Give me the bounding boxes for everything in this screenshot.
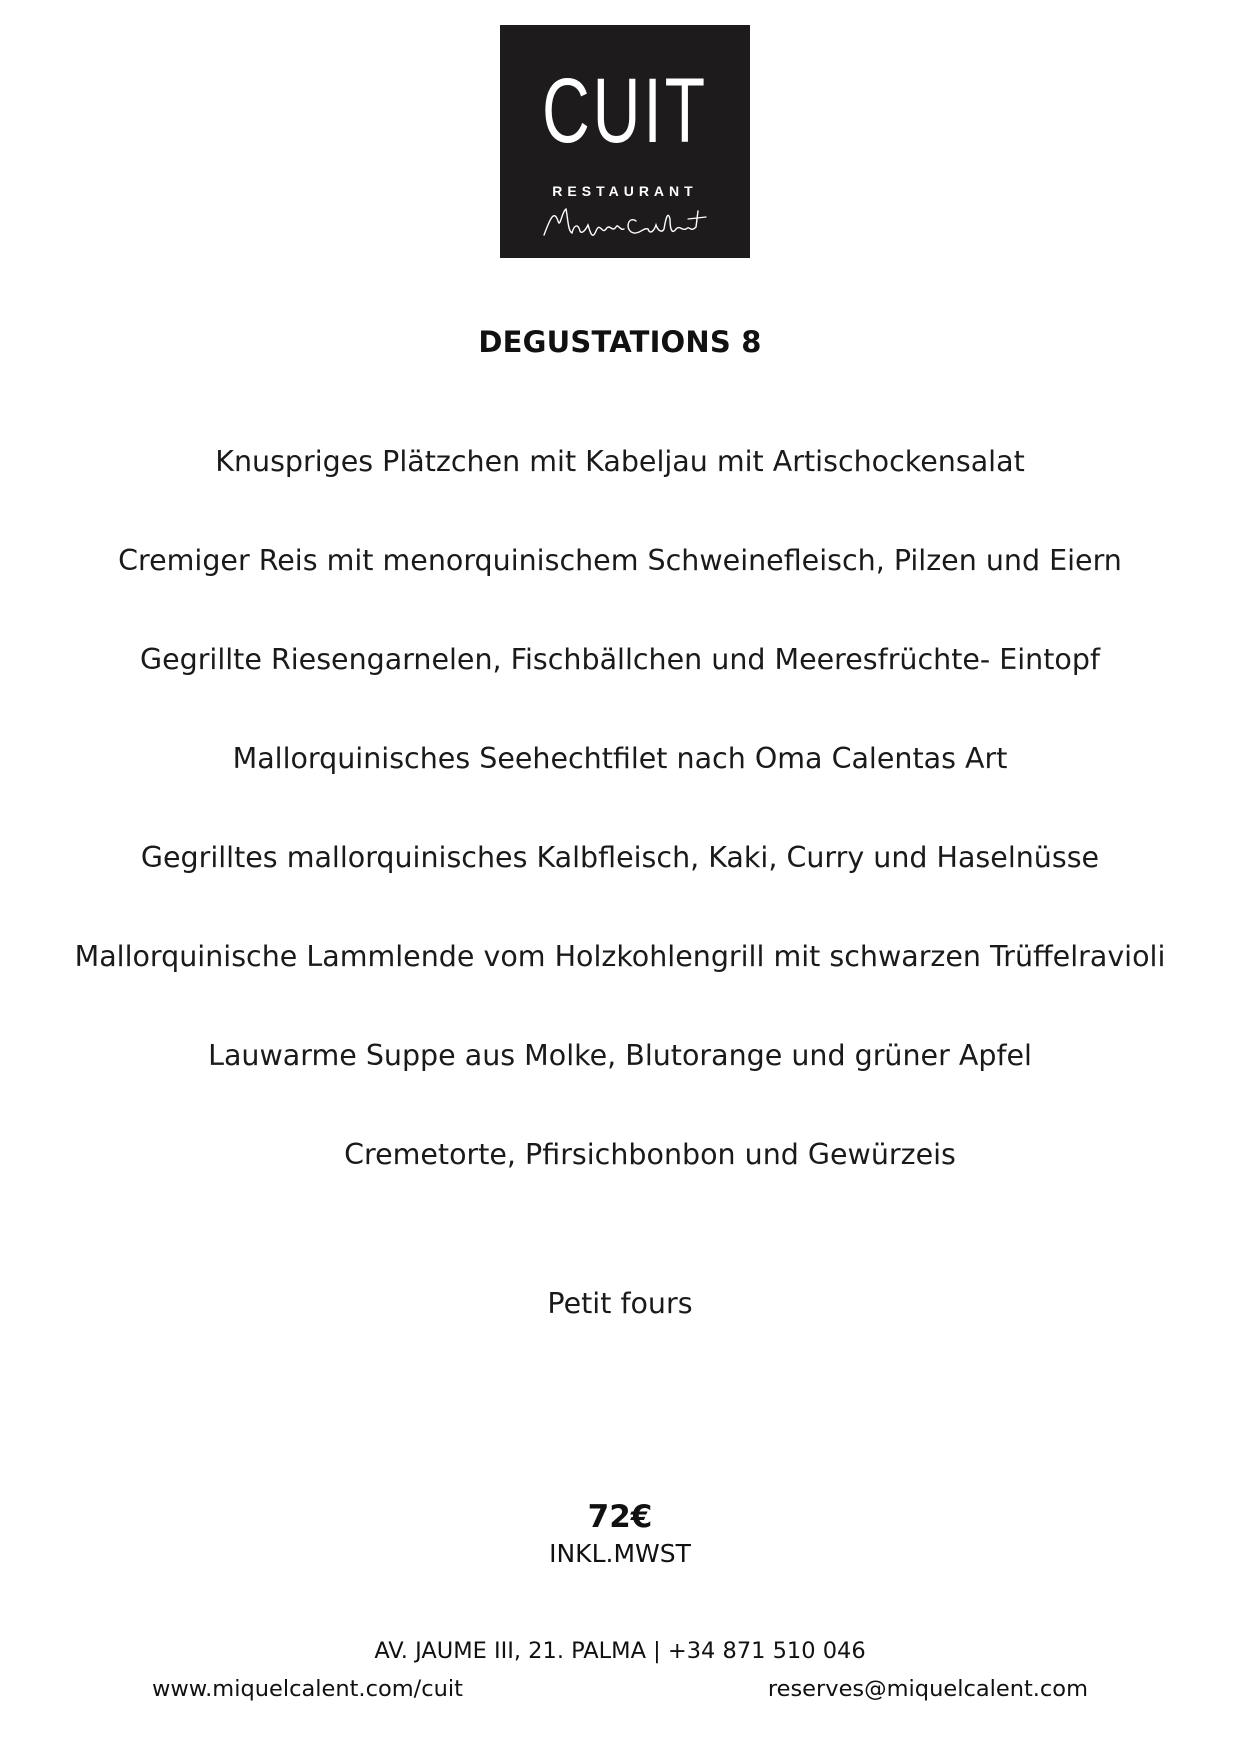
- course-1: Knuspriges Plätzchen mit Kabeljau mit Artischockensalat: [215, 445, 1025, 478]
- logo-subtitle: RESTAURANT: [552, 183, 698, 199]
- course-7: Lauwarme Suppe aus Molke, Blutorange und grüner Apfel: [208, 1039, 1032, 1072]
- course-4: Mallorquinisches Seehechtfilet nach Oma Calentas Art: [232, 742, 1008, 775]
- course-5: Gegrilltes mallorquinisches Kalbfleisch, Kaki, Curry und Haselnüsse: [140, 841, 1100, 874]
- menu-title: DEGUSTATIONS 8: [478, 325, 762, 359]
- menu-price: 72€: [587, 1499, 653, 1535]
- website-link[interactable]: www.miquelcalent.com/cuit: [152, 1676, 463, 1702]
- restaurant-address: AV. JAUME III, 21. PALMA | +34 871 510 046: [374, 1638, 866, 1664]
- petit-fours: Petit fours: [547, 1287, 693, 1320]
- course-8: Cremetorte, Pfirsichbonbon und Gewürzeis: [344, 1138, 956, 1171]
- course-3: Gegrillte Riesengarnelen, Fischbällchen und Meeresfrüchte- Eintopf: [140, 643, 1100, 676]
- course-2: Cremiger Reis mit menorquinischem Schweinefleisch, Pilzen und Eiern: [118, 544, 1122, 577]
- vat-note: INKL.MWST: [549, 1539, 691, 1568]
- email-link[interactable]: reserves@miquelcalent.com: [767, 1676, 1088, 1702]
- logo-brand-text: CUIT: [541, 60, 709, 162]
- course-6: Mallorquinische Lammlende vom Holzkohlengrill mit schwarzen Trüffelravioli: [74, 940, 1166, 973]
- restaurant-logo: [500, 25, 750, 258]
- signature-icon: [540, 201, 710, 247]
